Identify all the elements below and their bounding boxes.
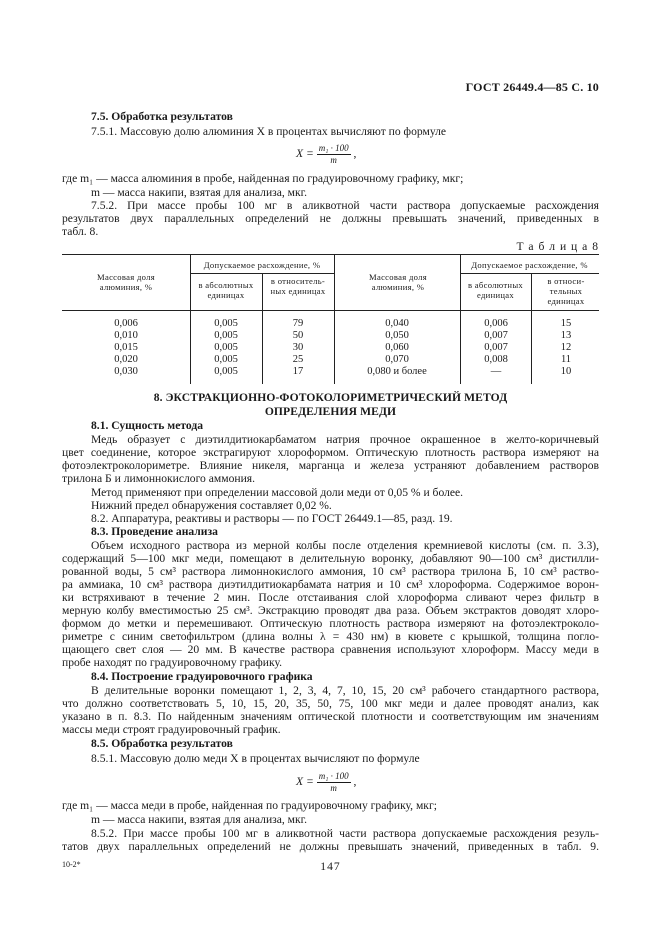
para-8-5-1: 8.5.1. Массовую долю меди X в процентах вычисляют по формуле bbox=[91, 752, 420, 765]
table-8-label: Т а б л и ц а 8 bbox=[516, 240, 599, 253]
table-row bbox=[62, 366, 599, 378]
section-8-title-line-2: ОПРЕДЕЛЕНИЯ МЕДИ bbox=[264, 405, 397, 418]
para-8-3-line-6: мерную колбу вместимостью 25 см³. Экстракцию проводят два раза. Объем экстрактов доводят хлоро- bbox=[62, 604, 599, 617]
section-8-4-title: 8.4. Построение градуировочного графика bbox=[91, 670, 313, 683]
cell-mass: 0,070 bbox=[385, 354, 409, 365]
formula-tail: , bbox=[350, 147, 357, 161]
cell-mass: 0,080 и более bbox=[367, 366, 427, 377]
document-header: ГОСТ 26449.4—85 С. 10 bbox=[465, 80, 599, 94]
para-8-1-line-5: Метод применяют при определении массовой доли меди от 0,05 % и более. bbox=[91, 486, 464, 499]
cell-rel: 17 bbox=[292, 366, 304, 377]
th-relative-left: в относитель-ных единицах bbox=[270, 276, 326, 296]
formula-aluminium bbox=[296, 143, 356, 166]
formula-tail: , bbox=[350, 775, 357, 789]
formula-denominator: m bbox=[330, 155, 337, 165]
section-8-title-line-1: 8. ЭКСТРАКЦИОННО-ФОТОКОЛОРИМЕТРИЧЕСКИЙ МЕТОД bbox=[153, 391, 508, 404]
formula-fraction bbox=[317, 143, 351, 166]
para-8-4-line-4: массы меди строят градуировочный график. bbox=[62, 723, 281, 736]
section-8-5-title: 8.5. Обработка результатов bbox=[91, 737, 233, 750]
cell-abs: 0,007 bbox=[484, 330, 508, 341]
cell-rel: 25 bbox=[292, 354, 304, 365]
para-8-3-line-10: пробе находят по градуировочному графику. bbox=[62, 656, 282, 669]
para-8-4-line-3: указано в п. 8.3. По найденным значениям оптической плотности и соответствующим им значениям bbox=[62, 710, 599, 723]
cell-mass: 0,010 bbox=[114, 330, 138, 341]
where-line-1: где m₁ — масса алюминия в пробе, найденная по градуировочному графику, мкг; bbox=[62, 172, 464, 185]
para-8-1-line-4: трилона Б и лимоннокислого аммония. bbox=[62, 472, 256, 485]
formula-lhs: X = bbox=[296, 147, 317, 161]
table-row bbox=[62, 330, 599, 342]
cell-abs: 0,005 bbox=[214, 318, 238, 329]
para-8-5-2-line-1: 8.5.2. При массе пробы 100 мг в аликвотной части раствора допускаемые расхождения резуль- bbox=[91, 827, 599, 840]
where-line-2: m — масса накипи, взятая для анализа, мкг. bbox=[91, 813, 307, 826]
para-8-4-line-1: В делительные воронки помещают 1, 2, 3, 4, 7, 10, 15, 20 см³ рабочего стандартного раствора, bbox=[91, 684, 599, 697]
cell-abs: 0,005 bbox=[214, 366, 238, 377]
th-mass-right: Массовая доля алюминия, % bbox=[369, 272, 427, 292]
th-permissible-left: Допускаемое расхождение, % bbox=[203, 260, 321, 270]
para-7-5-2-line-3: табл. 8. bbox=[62, 225, 99, 238]
table-row bbox=[62, 342, 599, 354]
cell-rel: 13 bbox=[560, 330, 572, 341]
cell-abs: 0,005 bbox=[214, 354, 238, 365]
cell-rel: 11 bbox=[560, 354, 572, 365]
cell-rel: 30 bbox=[292, 342, 304, 353]
para-8-1-line-6: Нижний предел обнаружения составляет 0,02 %. bbox=[91, 499, 332, 512]
para-8-3-line-8: риметре с синим светофильтром (длина волны λ = 430 нм) в кювете с крышкой, толщина поглo- bbox=[62, 630, 599, 643]
th-mass-left: Массовая доля алюминия, % bbox=[97, 272, 155, 292]
para-7-5-2-line-1: 7.5.2. При массе пробы 100 мг в аликвотной части раствора допускаемые расхождения bbox=[91, 199, 599, 212]
th-permissible-right: Допускаемое расхождение, % bbox=[471, 260, 588, 270]
cell-rel: 10 bbox=[560, 366, 572, 377]
cell-abs: 0,008 bbox=[484, 354, 508, 365]
para-8-3-line-3: рованной воды, 5 см³ раствора лимоннокислого аммония, 10 см³ раствора трилона Б, 10 см³ раство- bbox=[62, 565, 599, 578]
para-8-1-line-2: цвет соединение, которое экстрагируют хлороформом. Оптическую плотность раствора измеряют на bbox=[62, 446, 599, 459]
cell-rel: 79 bbox=[292, 318, 304, 329]
cell-abs: 0,005 bbox=[214, 342, 238, 353]
cell-mass: 0,040 bbox=[385, 318, 409, 329]
formula-fraction bbox=[317, 771, 351, 794]
formula-copper bbox=[296, 771, 356, 794]
section-8-1-title: 8.1. Сущность метода bbox=[91, 419, 204, 432]
formula-numerator: m₁ · 100 bbox=[318, 771, 349, 781]
para-8-1-line-3: фотоэлектроколориметре. Влияние никеля, марганца и железа устраняют добавлением растворов bbox=[62, 459, 599, 472]
table-8 bbox=[62, 254, 599, 384]
formula-denominator: m bbox=[330, 783, 337, 793]
cell-abs: 0,006 bbox=[484, 318, 508, 329]
para-8-3-line-4: ра аммиака, 10 см³ раствора диэтилдитиокарбамата натрия и 10 см³ хлороформа. Содержимое ворон- bbox=[62, 578, 599, 591]
th-absolute-left: в абсолютных единицах bbox=[198, 280, 254, 300]
para-8-4-line-2: что должно соответствовать 5, 10, 15, 20, 35, 50, 75, 100 мкг меди и далее проводят анализ, как bbox=[62, 697, 599, 710]
table-row bbox=[62, 318, 599, 330]
para-7-5-2-line-2: результатов двух параллельных определений не должны превышать значений, приведенных в bbox=[62, 212, 599, 225]
table-row bbox=[62, 354, 599, 366]
cell-abs: 0,005 bbox=[214, 330, 238, 341]
th-absolute-right: в абсолютных единицах bbox=[467, 280, 523, 300]
formula-numerator: m₁ · 100 bbox=[318, 143, 349, 153]
section-7-5-title: 7.5. Обработка результатов bbox=[91, 110, 233, 123]
footer-mark: 10-2* bbox=[62, 860, 81, 869]
para-8-3-line-2: содержащий 5—100 мкг меди, помещают в делительную воронку, добавляют 90—100 см³ дистилли- bbox=[62, 552, 599, 565]
cell-mass: 0,006 bbox=[114, 318, 138, 329]
cell-rel: 15 bbox=[560, 318, 572, 329]
para-8-3-line-1: Объем исходного раствора из мерной колбы после отделения кремниевой кислоты (см. п. 3.3), bbox=[91, 539, 599, 552]
para-8-3-line-5: ки встряхивают в течение 2 мин. После отстаивания слой хлороформа сливают через фильтр в bbox=[62, 591, 599, 604]
where-line-1: где m₁ — масса меди в пробе, найденная по градуировочному графику, мкг; bbox=[62, 799, 437, 812]
cell-rel: 50 bbox=[292, 330, 304, 341]
section-8-3-title: 8.3. Проведение анализа bbox=[91, 525, 218, 538]
cell-rel: 12 bbox=[560, 342, 572, 353]
cell-abs: — bbox=[490, 366, 502, 377]
th-relative-right: в относи-тельных единицах bbox=[547, 276, 585, 306]
cell-abs: 0,007 bbox=[484, 342, 508, 353]
cell-mass: 0,060 bbox=[385, 342, 409, 353]
cell-mass: 0,030 bbox=[114, 366, 138, 377]
where-line-2: m — масса накипи, взятая для анализа, мкг. bbox=[91, 186, 307, 199]
formula-lhs: X = bbox=[296, 775, 317, 789]
para-8-2: 8.2. Аппаратура, реактивы и растворы — по ГОСТ 26449.1—85, разд. 19. bbox=[91, 512, 453, 525]
cell-mass: 0,015 bbox=[114, 342, 138, 353]
para-8-5-2-line-2: татов двух параллельных определений не должны превышать значений, приведенных в табл. 9. bbox=[62, 840, 599, 853]
para-8-3-line-9: щающего свет слоя — 20 мм. В качестве раствора сравнения используют хлороформ. Массу меди в bbox=[62, 643, 599, 656]
cell-mass: 0,050 bbox=[385, 330, 409, 341]
para-7-5-1: 7.5.1. Массовую долю алюминия X в процентах вычисляют по формуле bbox=[91, 125, 447, 138]
para-8-1-line-1: Медь образует с диэтилдитиокарбаматом натрия прочное окрашенное в желто-коричневый bbox=[91, 433, 599, 446]
para-8-3-line-7: формом до метки и перемешивают. Оптическую плотность раствора измеряют на фотоэлектроколо- bbox=[62, 617, 599, 630]
cell-mass: 0,020 bbox=[114, 354, 138, 365]
page-number: 147 bbox=[320, 860, 341, 873]
